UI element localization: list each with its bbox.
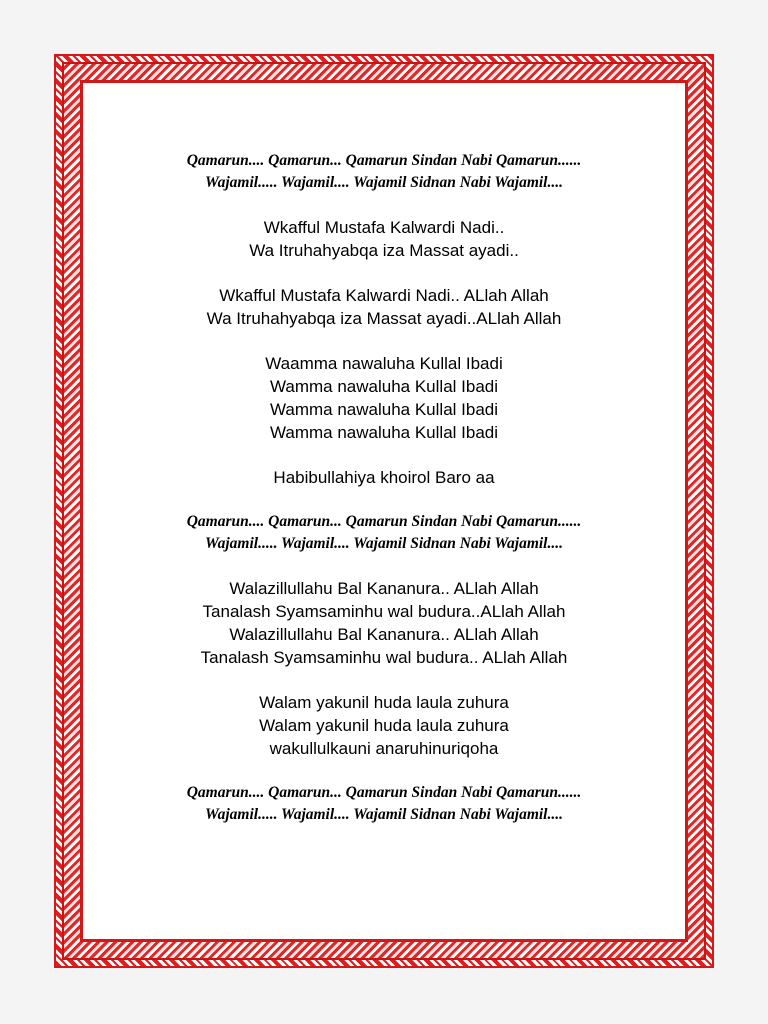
verse-line: Wa Itruhahyabqa iza Massat ayadi.. — [249, 241, 519, 260]
verse-line: Walazillullahu Bal Kananura.. ALlah Allah — [229, 579, 539, 598]
verse-line: Tanalash Syamsaminhu wal budura.. ALlah Allah — [200, 648, 568, 667]
spacer — [86, 669, 682, 691]
spacer — [86, 194, 682, 216]
chorus-line-2: Wajamil..... Wajamil.... Wajamil Sidnan Nabi Wajamil.... — [204, 806, 563, 823]
verse-line: Wamma nawaluha Kullal Ibadi — [269, 377, 499, 396]
spacer — [86, 489, 682, 511]
chorus-line-1: Qamarun.... Qamarun... Qamarun Sindan Nabi Qamarun...... — [186, 152, 582, 169]
stanza-1 — [86, 216, 682, 262]
verse-line: Wkafful Mustafa Kalwardi Nadi.. ALlah Allah — [219, 286, 549, 305]
spacer — [86, 262, 682, 284]
spacer — [86, 555, 682, 577]
lyrics-content — [86, 150, 682, 826]
chorus-line-2: Wajamil..... Wajamil.... Wajamil Sidnan Nabi Wajamil.... — [204, 174, 563, 191]
chorus-line-1: Qamarun.... Qamarun... Qamarun Sindan Nabi Qamarun...... — [186, 513, 582, 530]
stanza-6 — [86, 691, 682, 760]
verse-line: Wa Itruhahyabqa iza Massat ayadi..ALlah Allah — [206, 309, 562, 328]
verse-line: Walam yakunil huda laula zuhura — [259, 693, 509, 712]
chorus-line-2: Wajamil..... Wajamil.... Wajamil Sidnan Nabi Wajamil.... — [204, 535, 563, 552]
verse-line: Wkafful Mustafa Kalwardi Nadi.. — [263, 218, 505, 237]
verse-line: Wamma nawaluha Kullal Ibadi — [269, 423, 499, 442]
spacer — [86, 444, 682, 466]
stanza-4 — [86, 466, 682, 489]
verse-line: Waamma nawaluha Kullal Ibadi — [265, 354, 503, 373]
stanza-5 — [86, 577, 682, 669]
verse-line: wakullulkauni anaruhinuriqoha — [269, 739, 499, 758]
stanza-2 — [86, 284, 682, 330]
chorus-line-1: Qamarun.... Qamarun... Qamarun Sindan Nabi Qamarun...... — [186, 784, 582, 801]
chorus-block-3 — [86, 782, 682, 826]
verse-line: Walam yakunil huda laula zuhura — [259, 716, 509, 735]
stanza-3 — [86, 352, 682, 444]
verse-line: Wamma nawaluha Kullal Ibadi — [269, 400, 499, 419]
chorus-block-2 — [86, 511, 682, 555]
verse-line: Habibullahiya khoirol Baro aa — [273, 468, 495, 487]
spacer — [86, 760, 682, 782]
verse-line: Tanalash Syamsaminhu wal budura..ALlah Allah — [202, 602, 566, 621]
spacer — [86, 330, 682, 352]
chorus-block-1 — [86, 150, 682, 194]
verse-line: Walazillullahu Bal Kananura.. ALlah Allah — [229, 625, 539, 644]
